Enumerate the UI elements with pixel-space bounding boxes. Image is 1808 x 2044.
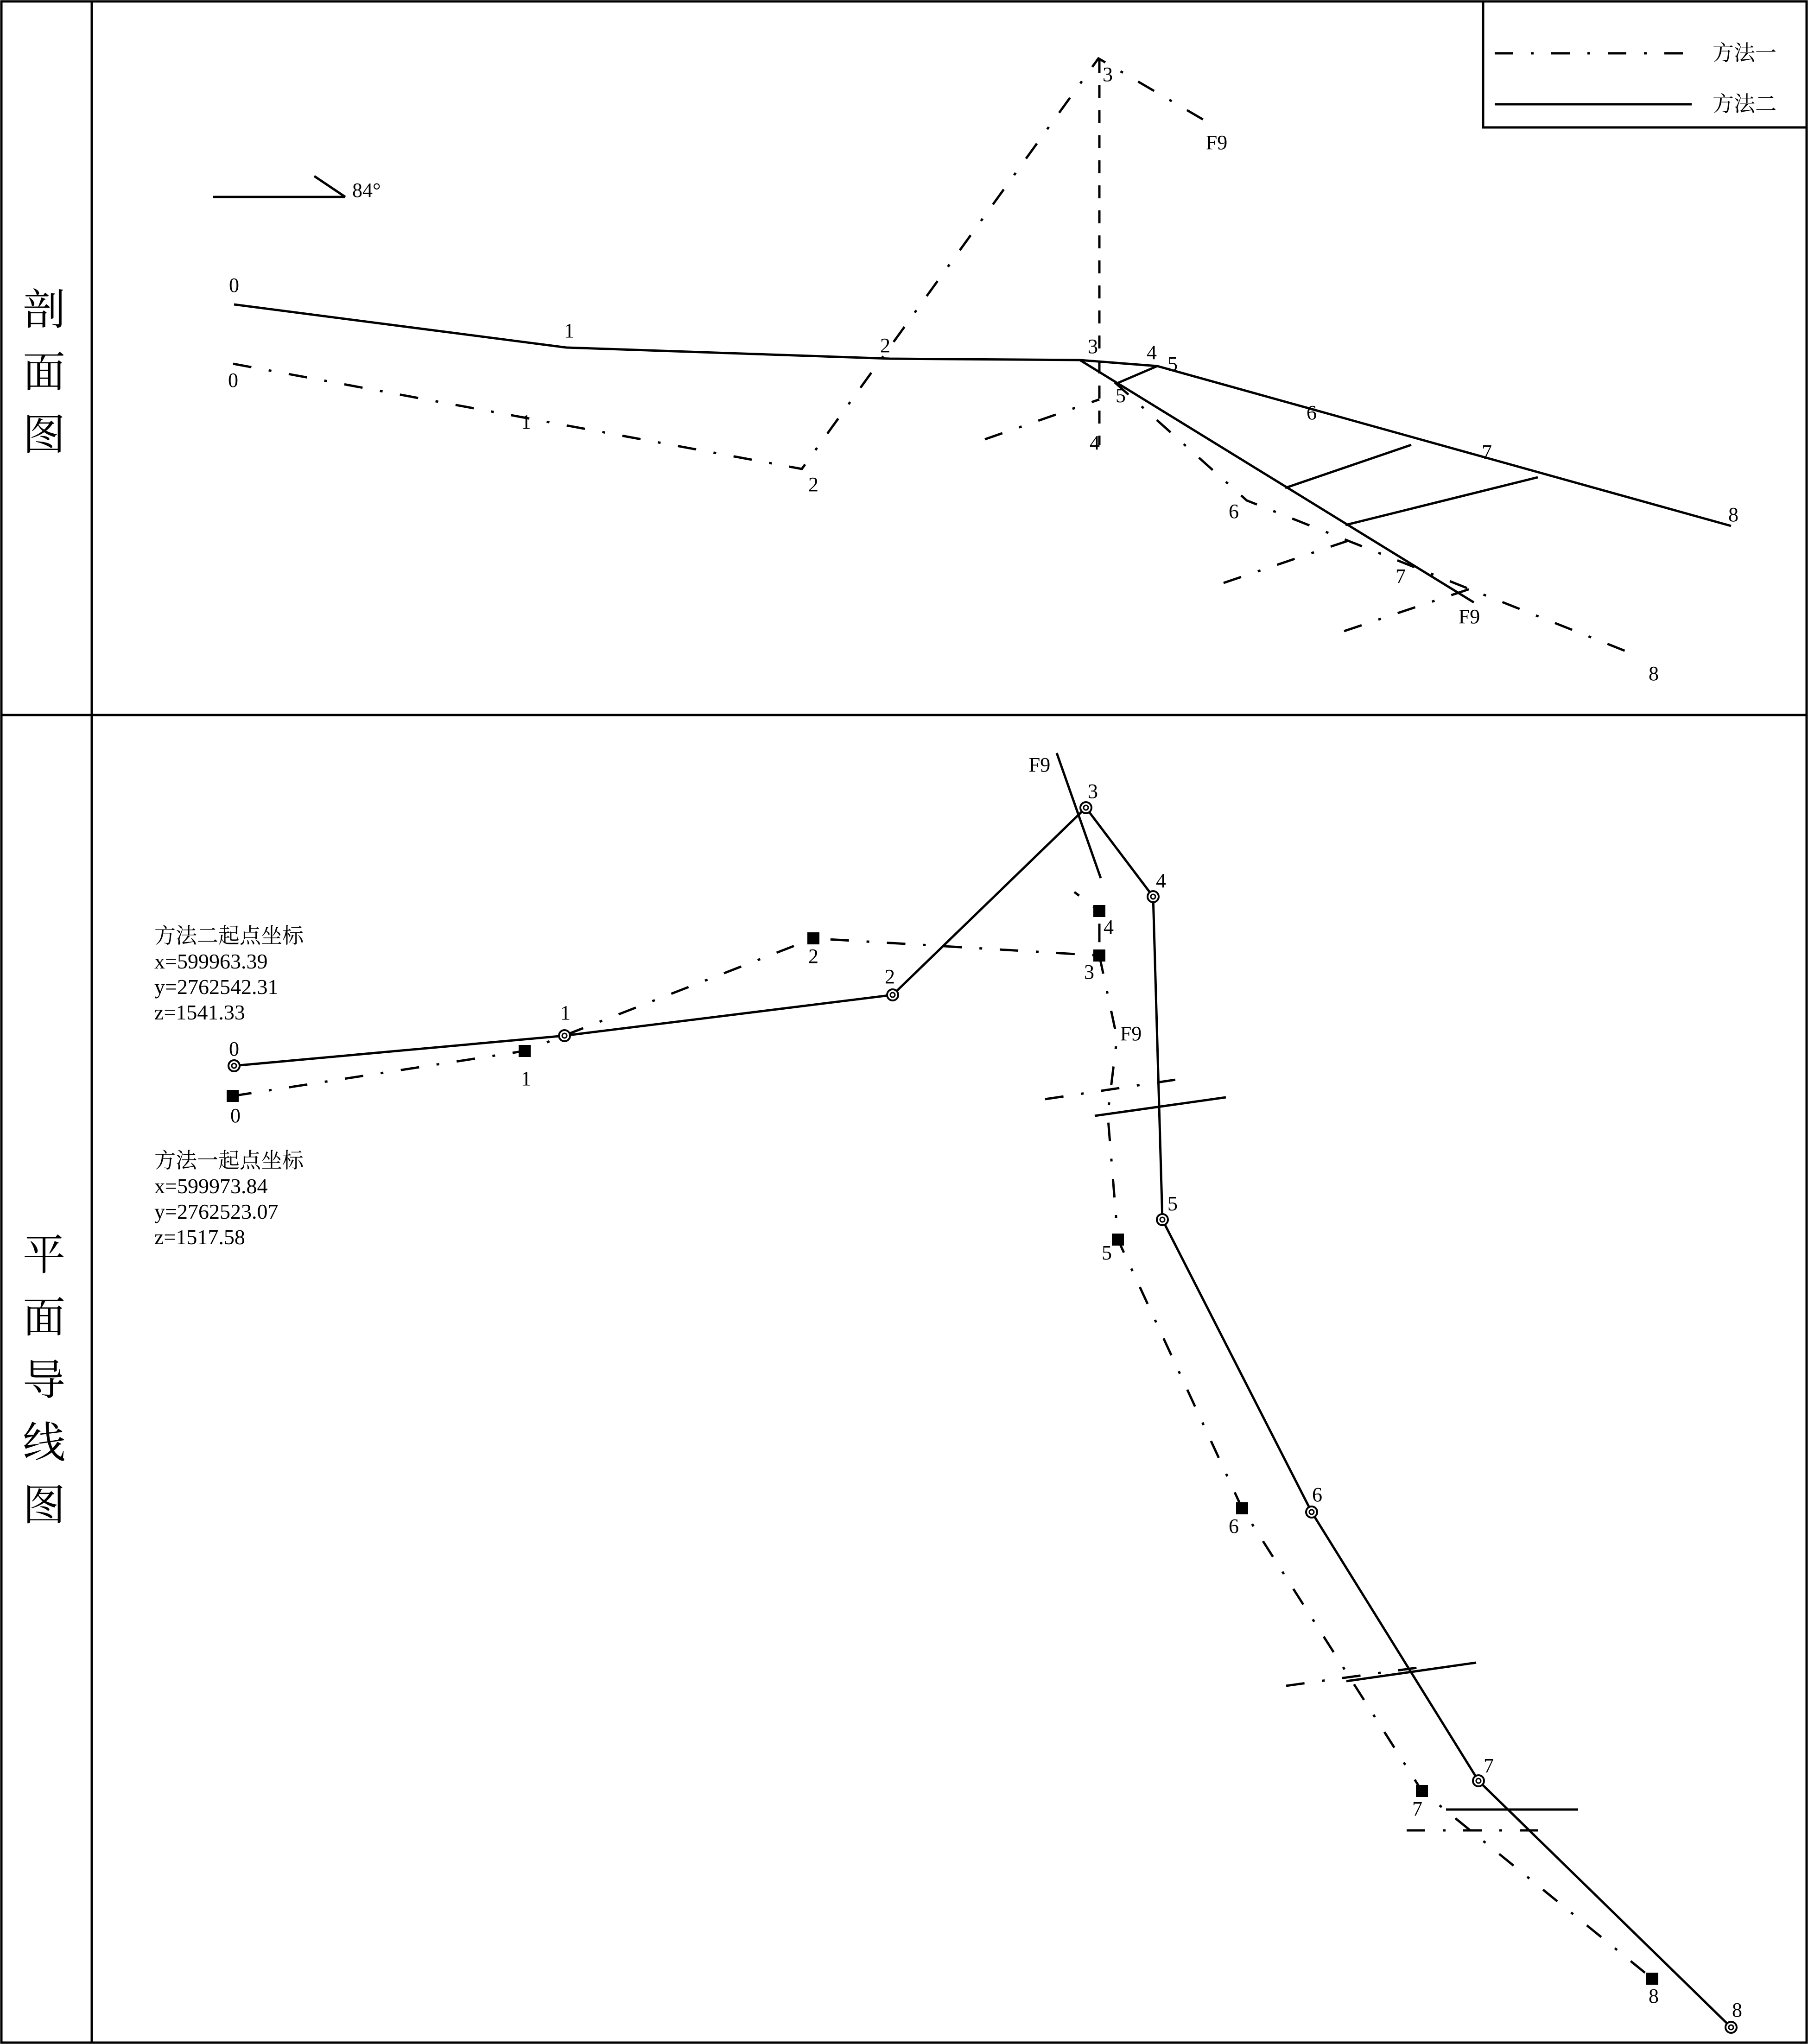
plan-m2-point-marker [887,989,898,1000]
plan-m2-point-marker [1148,891,1159,902]
section-method1-traverse [233,58,1641,657]
section-title-char-2: 面 [22,348,66,397]
section-title-char-1: 剖 [22,285,66,335]
method2-start-x: x=599963.39 [154,949,268,973]
plan-method2-points [228,802,1737,2033]
method1-start-x: x=599973.84 [154,1174,268,1198]
section-method1-point-labels [228,63,1659,685]
plan-fault-label-upper: F9 [1028,753,1051,776]
plan-m1-label-2: 2 [808,945,818,968]
method1-start-y: y=2762523.07 [154,1200,279,1223]
plan-m2-label-7: 7 [1484,1754,1494,1777]
plan-method1-traverse [233,892,1652,1979]
section-side-title [23,285,65,460]
plan-method1-points [227,905,1658,1985]
section-m2-label-4: 4 [1147,341,1157,364]
plan-m2-label-3: 3 [1088,780,1098,803]
section-m2-label-7: 7 [1482,441,1492,463]
method1-start-z: z=1517.58 [154,1225,245,1249]
plan-m2-label-4: 4 [1156,869,1166,892]
plan-m2-point-marker [1157,1214,1168,1225]
plan-m2-label-8: 8 [1732,1999,1742,2021]
section-m1-label-1: 1 [521,411,531,433]
frame [1,1,1807,2043]
plan-m1-label-3: 3 [1084,961,1094,983]
plan-m1-point-marker [1112,1234,1124,1246]
plan-m2-point-marker [559,1030,570,1041]
section-m1-label-8: 8 [1649,662,1659,685]
plan-m2-label-6: 6 [1312,1483,1322,1506]
method2-start-y: y=2762542.31 [154,975,279,999]
dip-angle-label: 84° [352,179,381,202]
section-m2-label-2: 2 [880,334,890,357]
plan-m1-label-4: 4 [1104,916,1114,938]
section-m1-label-5: 5 [1116,384,1126,407]
legend [1483,1,1807,127]
plan-m1-point-marker [807,932,819,944]
section-m1-label-4: 4 [1090,431,1100,454]
plan-method1-point-labels [230,916,1659,2007]
section-m1-label-2: 2 [808,473,818,496]
plan-m2-label-0: 0 [229,1038,239,1060]
plan-m1-point-marker [1646,1973,1658,1985]
plan-title-char-4: 线 [22,1418,66,1468]
section-m1-label-7: 7 [1396,565,1406,588]
plan-m1-label-5: 5 [1102,1241,1112,1264]
section-fault-label-lower: F9 [1458,605,1480,628]
plan-m1-point-marker [519,1045,531,1057]
plan-m2-label-1: 1 [560,1001,571,1024]
section-fault-label-upper: F9 [1205,131,1228,154]
plan-m1-point-marker [1236,1502,1248,1514]
plan-m1-label-1: 1 [521,1067,531,1090]
plan-m2-point-marker [1306,1506,1317,1518]
legend-label-method2: 方法二 [1713,92,1776,116]
dip-angle-symbol [213,176,381,202]
plan-fault-label-lower: F9 [1120,1022,1142,1045]
plan-side-title [23,1230,65,1530]
legend-label-method1: 方法一 [1713,41,1776,65]
section-m1-label-3: 3 [1103,63,1113,86]
plan-m1-point-marker [1093,949,1105,962]
method2-start-title: 方法二起点坐标 [154,924,304,948]
plan-m2-point-marker [1473,1775,1484,1786]
section-m1-label-6: 6 [1229,500,1239,523]
plan-m1-label-0: 0 [230,1104,241,1127]
section-m2-label-5: 5 [1167,353,1178,375]
method1-start-coordinates [154,1149,305,1249]
plan-m2-label-2: 2 [885,965,895,988]
section-m2-label-0: 0 [229,274,239,297]
method1-start-title: 方法一起点坐标 [154,1149,304,1172]
plan-m2-point-marker [1726,2022,1737,2033]
plan-m1-point-marker [227,1090,239,1102]
plan-title-char-3: 导 [22,1355,66,1405]
section-method2-traverse [234,304,1731,602]
section-title-char-3: 图 [22,410,66,460]
plan-m1-label-8: 8 [1649,1985,1659,2007]
plan-method2-traverse [234,753,1731,2027]
plan-m1-label-7: 7 [1412,1797,1422,1820]
section-m2-label-8: 8 [1728,503,1738,526]
plan-m1-label-6: 6 [1229,1515,1239,1538]
section-m2-label-1: 1 [564,319,574,342]
plan-m2-point-marker [228,1060,240,1071]
section-m2-label-3: 3 [1088,335,1098,358]
method2-start-z: z=1541.33 [154,1000,245,1024]
plan-method2-point-labels [229,780,1742,2021]
plan-m2-point-marker [1080,802,1091,813]
plan-title-char-2: 面 [22,1293,66,1342]
plan-m2-label-5: 5 [1167,1192,1178,1215]
section-m2-label-6: 6 [1307,401,1317,424]
plan-m1-point-marker [1416,1785,1428,1797]
section-m1-label-0: 0 [228,369,238,392]
plan-title-char-5: 图 [22,1481,66,1530]
method2-start-coordinates [154,924,305,1024]
plan-title-char-1: 平 [22,1230,66,1280]
section-method2-point-labels [229,274,1738,526]
